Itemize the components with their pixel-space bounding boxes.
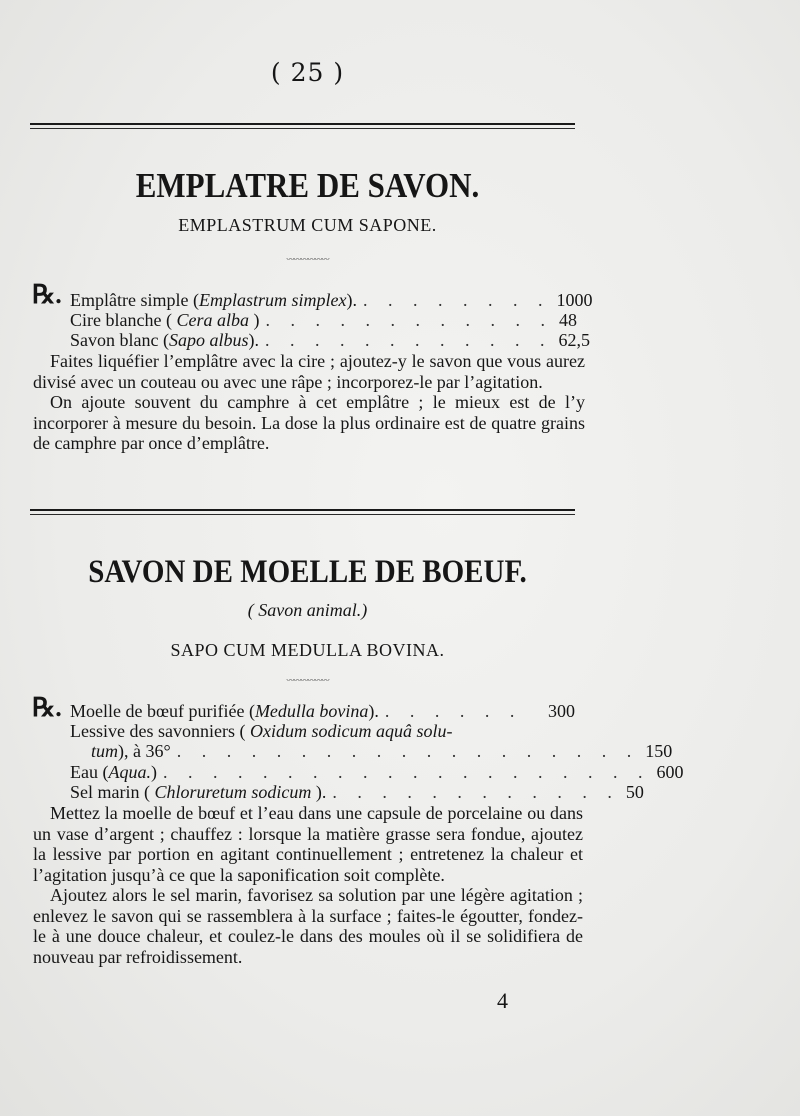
leader-dots: . . . . . . . . . . . .: [265, 330, 553, 350]
ingredient-name: Emplâtre simple (Emplastrum simplex).: [70, 290, 357, 310]
instructions-paragraph: [33, 803, 583, 967]
paragraph: Mettez la moelle de bœuf et l’eau dans une capsule de porcelaine ou dans un vase d’argent ; chauffez : lorsque la matière grasse sera fondue, ajoutez la lessive par portion en agitant continuellement ; entretenez la chaleur et l’agitation jusqu’à ce que la saponification soit complète.: [33, 803, 583, 885]
ingredient-name: Savon blanc (Sapo albus).: [70, 330, 259, 350]
ingredient-quantity: 62,5: [558, 330, 590, 350]
page-number: ( 25 ): [270, 58, 345, 87]
paragraph: Ajoutez alors le sel marin, favorisez sa solution par une légère agitation ; enlevez le savon qui se rassemblera à la surface ; faites-le égoutter, fondez-le à une douce chaleur, et coulez-le dans des moules où il se solidifiera de nouveau par refroidissement.: [33, 885, 583, 967]
ingredient-quantity: 1000: [556, 290, 593, 310]
leader-dots: . . . . . . . . . . . . . . . . . . . .: [162, 762, 651, 782]
ingredient-name: Eau (Aqua.): [70, 762, 157, 782]
recipe-symbol: ℞.: [32, 693, 62, 722]
decorative-wave-divider: 〰〰〰〰〰〰: [286, 676, 329, 685]
ingredient-line: [70, 721, 575, 741]
ingredient-line-continued: [91, 741, 673, 761]
ingredient-name: Cire blanche ( Cera alba ): [70, 310, 260, 330]
section-subtitle-sapo: SAPO CUM MEDULLA BOVINA.: [170, 640, 445, 660]
ingredient-name: Moelle de bœuf purifiée (Medulla bovina).: [70, 701, 379, 721]
ingredient-quantity: 600: [656, 762, 684, 782]
ingredient-quantity: 150: [645, 741, 673, 761]
section-title-savon-moelle: SAVON DE MOELLE DE BOEUF.: [88, 554, 527, 590]
paragraph: On ajoute souvent du camphre à cet emplâtre ; le mieux est de l’y incorporer à mesure du besoin. La dose la plus ordinaire est de quatre grains de camphre par once d’emplâtre.: [33, 392, 585, 453]
decorative-wave-divider: 〰〰〰〰〰〰: [286, 255, 329, 264]
top-rule: [30, 123, 575, 125]
leader-dots: . . . . . . . . . . . .: [265, 310, 553, 330]
ingredient-quantity: 50: [625, 782, 644, 802]
recipe-symbol: ℞.: [32, 280, 62, 309]
ingredient-name: tum), à 36°: [91, 741, 171, 761]
ingredient-line: [70, 310, 575, 330]
leader-dots: . . . . . . . .: [362, 290, 551, 310]
section-subtitle-emplastrum: EMPLASTRUM CUM SAPONE.: [178, 215, 437, 235]
signature-mark: 4: [497, 988, 508, 1013]
ingredient-quantity: 300: [548, 701, 575, 721]
ingredient-line: [70, 290, 593, 310]
leader-dots: . . . . . . . . . . . . . . . . . . .: [176, 741, 640, 761]
ingredient-name: Lessive des savonniers ( Oxidum sodicum aquâ solu-: [70, 721, 453, 741]
ingredient-line: [70, 782, 644, 802]
section-divider-rule: [30, 509, 575, 511]
paragraph: Faites liquéfier l’emplâtre avec la cire ; ajoutez-y le savon que vous aurez divisé avec un couteau ou avec une râpe ; incorporez-le par l’agitation.: [33, 351, 585, 392]
ingredient-line: [70, 330, 590, 350]
section-title-emplatre: EMPLATRE DE SAVON.: [135, 165, 480, 206]
ingredient-line: [70, 701, 575, 721]
ingredient-name: Sel marin ( Chloruretum sodicum ).: [70, 782, 327, 802]
instructions-paragraph: [33, 351, 585, 454]
leader-dots: . . . . . . . . . . . .: [332, 782, 620, 802]
ingredient-line: [70, 762, 684, 782]
ingredient-quantity: 48: [558, 310, 577, 330]
leader-dots: . . . . . .: [384, 701, 523, 721]
section-alt-name: ( Savon animal.): [247, 600, 368, 620]
